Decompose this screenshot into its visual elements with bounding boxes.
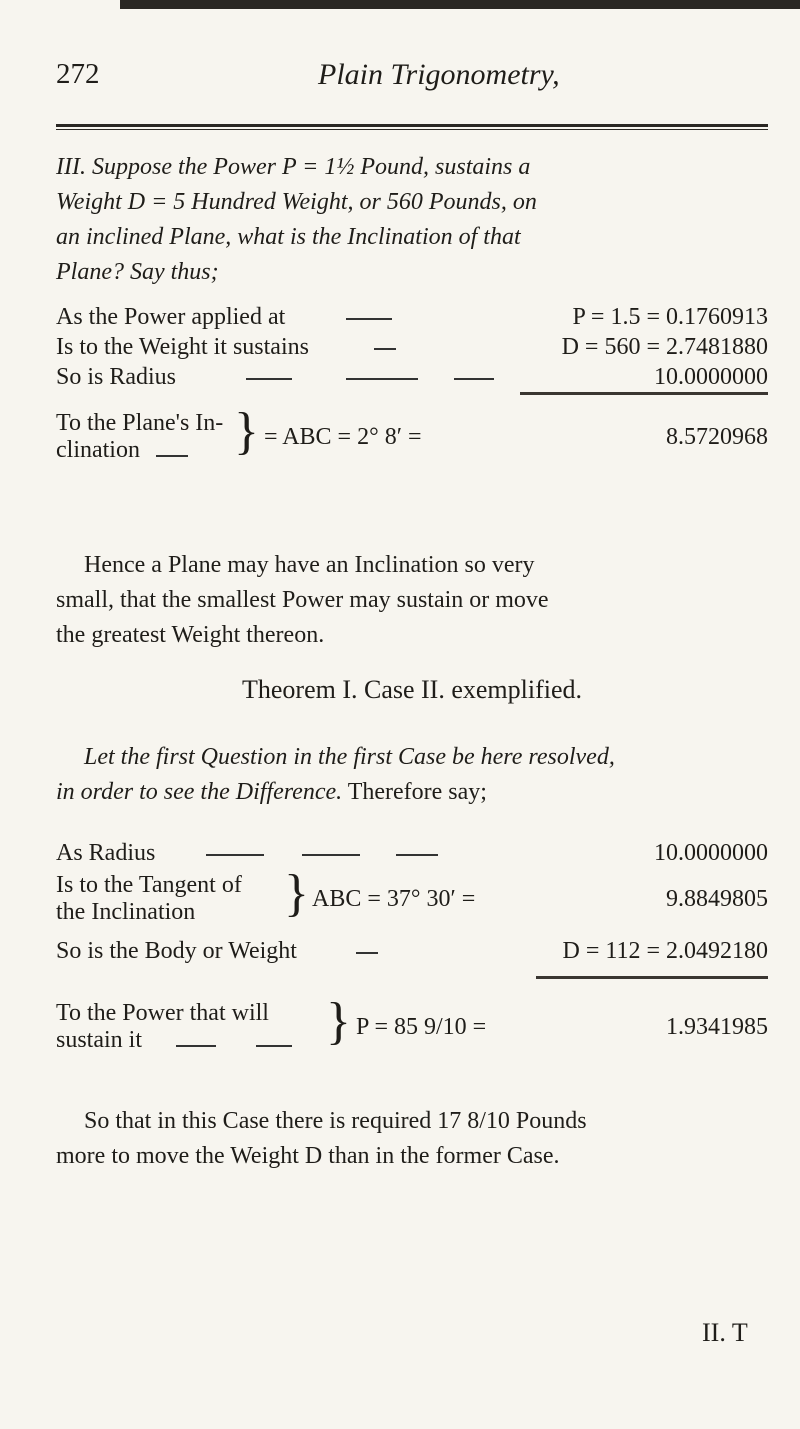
text-line: small, that the smallest Power may sustain or move [56, 587, 549, 613]
calc-label: Is to the Weight it sustains [56, 334, 309, 360]
calc-result-row [56, 403, 768, 472]
leader-dash [346, 318, 392, 320]
calc-value: 10.0000000 [654, 364, 768, 390]
text-line: Hence a Plane may have an Inclination so very [84, 552, 535, 578]
text-line: So that in this Case there is required 17 8/10 Pounds [84, 1108, 587, 1134]
calc-label: As the Power applied at [56, 304, 286, 330]
calc-label-line: Is to the Tangent of [56, 872, 242, 898]
leader-dash [356, 952, 378, 954]
right-brace-icon: } [234, 403, 259, 460]
calc-label-line: To the Power that will [56, 1000, 269, 1026]
text-line: more to move the Weight D than in the former Case. [56, 1143, 560, 1169]
calc-value: D = 560 = 2.7481880 [561, 334, 768, 360]
calc-value: D = 112 = 2.0492180 [562, 938, 768, 964]
top-border [120, 0, 800, 9]
catchword: II. T [702, 1318, 748, 1347]
leader-dash [156, 455, 188, 457]
calc-label-line: sustain it [56, 1027, 143, 1053]
running-head: Plain Trigonometry, [318, 58, 560, 91]
leader-dash [346, 378, 418, 380]
page-header [56, 58, 776, 102]
calculation-2-cont [56, 938, 768, 978]
calc-tangent-row [56, 865, 768, 934]
text-line: Let the first Question in the first Case be here resolved, [84, 744, 615, 770]
leader-dash [176, 1045, 216, 1047]
sum-rule [536, 976, 768, 979]
problem-line: Plane? Say thus; [56, 259, 219, 285]
calc-row [56, 840, 768, 872]
calc-equation: ABC = 37° 30′ = [312, 886, 476, 912]
leader-dash [246, 378, 292, 380]
problem-line: III. Suppose the Power P = 1½ Pound, sustains a [56, 154, 531, 180]
calc-label: So is the Body or Weight [56, 938, 297, 964]
calc-label-line: the Inclination [56, 899, 196, 925]
calc-power-row [56, 993, 768, 1062]
leader-dash [396, 854, 438, 856]
calc-value: 10.0000000 [654, 840, 768, 866]
leader-dash [206, 854, 264, 856]
page-number: 272 [56, 58, 100, 90]
calc-row [56, 938, 768, 970]
theorem-heading: Theorem I. Case II. exemplified. [241, 675, 583, 704]
plain-text: Therefore say; [342, 779, 487, 805]
header-rule [56, 124, 768, 127]
leader-dash [302, 854, 360, 856]
calc-label [56, 410, 223, 464]
calc-label-line: To the Plane's In- [56, 410, 224, 436]
calc-label: As Radius [56, 840, 156, 866]
text-line [56, 775, 487, 810]
calc-value: 1.9341985 [666, 1014, 768, 1040]
right-brace-icon: } [326, 993, 351, 1050]
problem-line: Weight D = 5 Hundred Weight, or 560 Pounds, on [56, 189, 537, 215]
problem-paragraph [56, 150, 768, 290]
problem-line: an inclined Plane, what is the Inclination of that [56, 224, 521, 250]
calc-label [56, 1000, 269, 1054]
text-line: the greatest Weight thereon. [56, 622, 325, 648]
calc-value: 9.8849805 [666, 886, 768, 912]
hence-paragraph [56, 548, 768, 653]
calc-row [56, 334, 768, 366]
calc-label: So is Radius [56, 364, 177, 390]
conclusion-paragraph [56, 1104, 768, 1174]
calc-label-line: clination [56, 437, 140, 463]
calc-row [56, 304, 768, 336]
leader-dash [374, 348, 396, 350]
leader-dash [256, 1045, 292, 1047]
calc-value: 8.5720968 [666, 424, 768, 450]
calc-equation: = ABC = 2° 8′ = [264, 424, 422, 450]
calc-value: P = 1.5 = 0.1760913 [572, 304, 768, 330]
leader-dash [454, 378, 494, 380]
question-paragraph [56, 740, 768, 810]
italic-text: in order to see the Difference. [56, 779, 343, 805]
calc-equation: P = 85 9/10 = [356, 1014, 487, 1040]
right-brace-icon: } [284, 865, 309, 922]
calc-label [56, 872, 242, 926]
sum-rule [520, 392, 768, 395]
header-rule-thin [56, 129, 768, 130]
